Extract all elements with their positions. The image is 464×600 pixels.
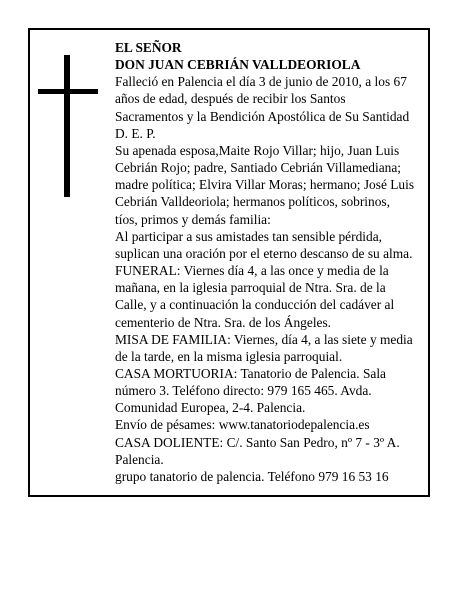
text-line: Calle, y a continuación la conducción del cadáver al	[115, 297, 395, 313]
text-line: cementerio de Ntra. Sra. de los Ángeles.	[115, 314, 332, 330]
text-line: Palencia.	[115, 451, 164, 467]
text-line: CASA DOLIENTE: C/. Santo San Pedro, nº 7 - 3º A.	[115, 434, 400, 450]
text-line: Falleció en Palencia el día 3 de junio de 2010, a los 67	[115, 74, 407, 90]
text-line: número 3. Teléfono directo: 979 165 465. Avda.	[115, 383, 372, 399]
cross-icon	[38, 55, 98, 197]
obituary-text-block	[115, 39, 425, 485]
text-line: años de edad, después de recibir los Santos	[115, 91, 346, 107]
text-line: tíos, primos y demás familia:	[115, 211, 271, 227]
text-line: MISA DE FAMILIA: Viernes, día 4, a las siete y media	[115, 331, 413, 347]
text-line: Sacramentos y la Bendición Apostólica de Su Santidad	[115, 108, 410, 124]
cross-horizontal-bar	[38, 89, 98, 94]
text-line: D. E. P.	[115, 125, 156, 141]
text-line: grupo tanatorio de palencia. Teléfono 979 16 53 16	[115, 468, 389, 484]
notice-header: EL SEÑOR	[115, 40, 182, 55]
deceased-name: DON JUAN CEBRIÁN VALLDEORIOLA	[115, 57, 361, 73]
text-line: mañana, en la iglesia parroquial de Ntra. Sra. de la	[115, 280, 386, 296]
text-line: madre política; Elvira Villar Moras; hermano; José Luis	[115, 177, 415, 193]
text-line: Comunidad Europea, 2-4. Palencia.	[115, 400, 306, 416]
text-line: Cebrián Valldeoriola; hermanos políticos, sobrinos,	[115, 194, 390, 210]
cross-vertical-bar	[64, 55, 70, 197]
text-line: Al participar a sus amistades tan sensible pérdida,	[115, 228, 382, 244]
text-line: CASA MORTUORIA: Tanatorio de Palencia. Sala	[115, 365, 386, 381]
text-line: Su apenada esposa,Maite Rojo Villar; hijo, Juan Luis	[115, 142, 400, 158]
text-line: de la tarde, en la misma iglesia parroquial.	[115, 348, 343, 364]
text-line: Cebrián Rojo; padre, Santiado Cebrián Villamediana;	[115, 160, 402, 176]
text-line: FUNERAL: Viernes día 4, a las once y media de la	[115, 263, 389, 279]
text-line: Envío de pésames: www.tanatoriodepalencia.es	[115, 417, 370, 433]
text-line: suplican una oración por el eterno descanso de su alma.	[115, 245, 413, 261]
